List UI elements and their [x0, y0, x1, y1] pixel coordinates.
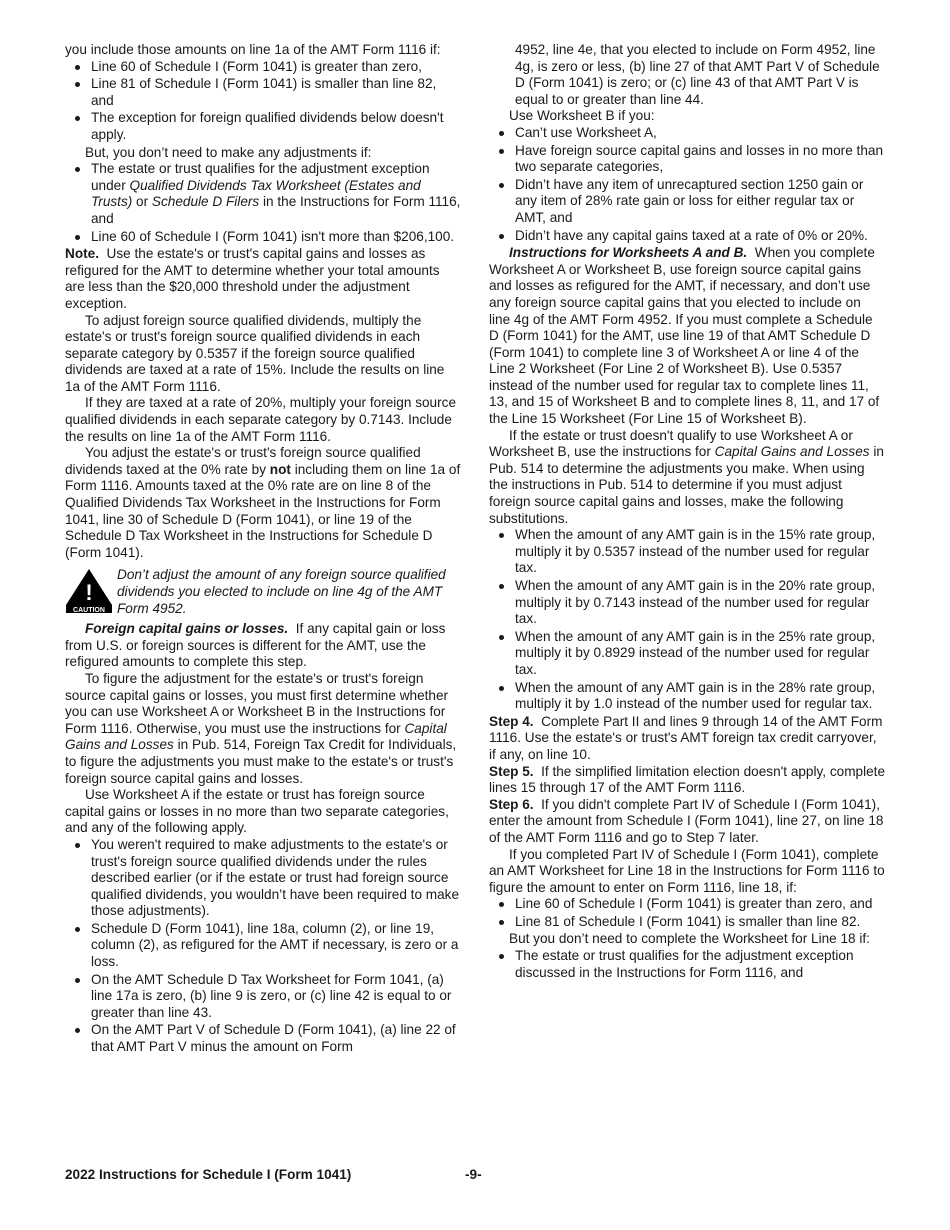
text-run: If any capital gain or loss from U.S. or foreign sources is different for the AMT, use the refigured amounts to complete this step.: [65, 621, 446, 670]
note-paragraph: [65, 246, 461, 312]
list-item: Can’t use Worksheet A,: [489, 125, 885, 142]
text-run: in the Instructions for Form 1116, and: [91, 194, 461, 226]
left-column: [65, 42, 461, 1057]
paragraph: 4952, line 4e, that you elected to include on Form 4952, line 4g, is zero or less, (b) line 27 of that AMT Part V of Schedule D (Form 1041) is zero; or (c) line 43 of that AMT Part V is equal to or greater than line 44.: [515, 42, 880, 107]
list-item: Have foreign source capital gains and losses in no more than two separate categories,: [489, 143, 885, 176]
list-item: The exception for foreign qualified dividends below doesn't apply.: [65, 110, 461, 143]
page-footer: [65, 1167, 885, 1187]
italic-reference: Capital Gains and Losses: [65, 720, 447, 753]
paragraph: If they are taxed at a rate of 20%, multiply your foreign source qualified dividends in each separate category by 0.7143. Include the results on line 1a of the AMT Form 1116.: [65, 395, 457, 444]
caution-text: Don’t adjust the amount of any foreign source qualified dividends you elected to include on line 4g of the AMT Form 4952.: [117, 567, 446, 616]
list-item: Line 60 of Schedule I (Form 1041) is greater than zero, and: [489, 896, 885, 913]
list-item: Line 60 of Schedule I (Form 1041) is greater than zero,: [65, 59, 461, 76]
list-item: Didn’t have any capital gains taxed at a rate of 0% or 20%.: [489, 228, 885, 245]
paragraph: [489, 428, 885, 528]
caution-icon: [65, 567, 113, 613]
footer-title: 2022 Instructions for Schedule I (Form 1041): [65, 1167, 352, 1182]
right-column: [489, 42, 885, 982]
paragraph: Use Worksheet A if the estate or trust has foreign source capital gains or losses in no more than two separate categories, and any of the following apply.: [65, 787, 449, 836]
text-run: The estate or trust qualifies for the adjustment exception under: [91, 161, 430, 193]
text-run: If the simplified limitation election doesn't apply, complete lines 15 through 17 of the AMT Form 1116.: [489, 763, 886, 796]
list-item: When the amount of any AMT gain is in the 28% rate group, multiply it by 1.0 instead of the number used for regular tax.: [489, 680, 885, 713]
bullet-list: [489, 896, 885, 930]
paragraph: But you don’t need to complete the Worksheet for Line 18 if:: [509, 931, 870, 947]
list-item: You weren't required to make adjustments to the estate's or trust's foreign source qualified dividends under the rules described earlier (or if the estate or trust had foreign source qualified dividends, you wouldn’t have been required to make those adjustments).: [65, 837, 461, 920]
bullet-list: [489, 527, 885, 713]
text-run: If the estate or trust doesn't qualify to use Worksheet A or Worksheet B, use the instructions for: [489, 427, 853, 460]
text-run: in Pub. 514, Foreign Tax Credit for Individuals, to figure the adjustments you must make to the estate's or trust's foreign source capital gains and losses.: [65, 737, 457, 786]
caution-label: CAUTION: [73, 607, 105, 614]
bullet-list: [65, 59, 461, 144]
italic-reference: Qualified Dividends Tax Worksheet (Estates and Trusts): [91, 177, 421, 210]
list-item: [65, 161, 461, 227]
paragraph: To adjust foreign source qualified dividends, multiply the estate's or trust's foreign source qualified dividends in each separate category by 0.5357 if the foreign source qualified dividends are taxed at a rate of 15%. Include the results on line 1a of the AMT Form 1116.: [65, 312, 445, 394]
bullet-list: [489, 125, 885, 244]
page-number: -9-: [465, 1167, 482, 1182]
section-heading: Instructions for Worksheets A and B.: [509, 245, 748, 261]
section-heading: Foreign capital gains or losses.: [85, 621, 289, 637]
paragraph: [489, 245, 885, 428]
step-label: Step 6.: [489, 796, 534, 812]
step-label: Step 5.: [489, 763, 534, 779]
paragraph: Use Worksheet B if you:: [509, 108, 655, 124]
list-item: Didn’t have any item of unrecaptured section 1250 gain or any item of 28% rate gain or loss for either regular tax or AMT, and: [489, 177, 885, 227]
list-item: When the amount of any AMT gain is in the 20% rate group, multiply it by 0.7143 instead of the number used for regular tax.: [489, 578, 885, 628]
italic-reference: Capital Gains and Losses: [714, 444, 870, 460]
step-label: Step 4.: [489, 713, 534, 729]
list-item: Line 81 of Schedule I (Form 1041) is smaller than line 82.: [489, 914, 885, 931]
step-paragraph: [489, 714, 885, 764]
step-paragraph: [489, 797, 885, 847]
bullet-list: [65, 837, 461, 1056]
text-run: including them on line 1a of Form 1116. Amounts taxed at the 0% rate are on line 8 of the Qualified Dividends Tax Worksheet in the Instructions for Form 1041, line 30 of Schedule D (Form 1041), or line 19 of the Schedule D Tax Worksheet in the Instructions for Schedule D (Form 1041).: [65, 461, 461, 560]
text-run: You adjust the estate's or trust's foreign source qualified dividends taxed at the 0% rate by: [65, 445, 421, 477]
text-run: Complete Part II and lines 9 through 14 of the AMT Form 1116. Use the estate's or trust's AMT foreign tax credit carryover, if any, on line 10.: [489, 713, 883, 762]
text-run: To figure the adjustment for the estate's or trust's foreign source capital gains or losses, you must first determine whether you can use Worksheet A or Worksheet B in the Instructions for Form 1116. Otherwise, you must use the instructions for: [65, 670, 449, 736]
paragraph: If you completed Part IV of Schedule I (Form 1041), complete an AMT Worksheet for Line 18 in the Instructions for Form 1116 to figure the amount to enter on Form 1116, line 18, if:: [489, 846, 885, 895]
paragraph: But, you don’t need to make any adjustments if:: [85, 144, 372, 160]
text-run: When you complete Worksheet A or Worksheet B, use foreign source capital gains and losses as refigured for the AMT, if necessary, and don’t use any foreign source capital gains that you elected to include on line 4g of the AMT Form 4952. If you must complete a Schedule D (Form 1041) for the AMT, use line 19 of that AMT Schedule D (Form 1041) to complete line 3 of Worksheet A or line 4 of the Line 2 Worksheet (For Line 2 of Worksheet B). Use 0.5357 instead of the number used for regular tax to complete lines 11, 13, and 15 of Worksheet B and to complete lines 8, 11, and 17 of the Line 15 Worksheet (For Line 15 of Worksheet B).: [489, 245, 880, 427]
bullet-list: [65, 161, 461, 245]
note-text: Use the estate's or trust's capital gains and losses as refigured for the AMT to determine whether your total amounts are less than the $20,000 threshold under the adjustment exception.: [65, 246, 440, 311]
text-run: in Pub. 514 to determine the adjustments you make. When using the instructions in Pub. 514 to determine if you must adjust foreign source capital gains and losses, make the following substitutions.: [489, 444, 884, 526]
caution-box: [65, 567, 461, 617]
text-run: If you didn't complete Part IV of Schedule I (Form 1041), enter the amount from Schedule I (Form 1041), line 27, on line 18 of the AMT Form 1116 and go to Step 7 later.: [489, 796, 884, 845]
paragraph: you include those amounts on line 1a of the AMT Form 1116 if:: [65, 42, 441, 57]
paragraph: [65, 621, 461, 671]
list-item: When the amount of any AMT gain is in the 15% rate group, multiply it by 0.5357 instead of the number used for regular tax.: [489, 527, 885, 577]
text-run: or: [132, 194, 152, 210]
list-item: When the amount of any AMT gain is in the 25% rate group, multiply it by 0.8929 instead of the number used for regular tax.: [489, 629, 885, 679]
list-item: On the AMT Schedule D Tax Worksheet for Form 1041, (a) line 17a is zero, (b) line 9 is zero, or (c) line 42 is equal to or greater than line 43.: [65, 972, 461, 1022]
step-paragraph: [489, 764, 885, 797]
list-item: The estate or trust qualifies for the adjustment exception discussed in the Instructions for Form 1116, and: [489, 948, 885, 981]
note-label: Note.: [65, 246, 99, 262]
list-item: Schedule D (Form 1041), line 18a, column (2), or line 19, column (2), as refigured for the AMT if necessary, is zero or a loss.: [65, 921, 461, 971]
caution-mark: !: [85, 580, 93, 606]
list-item: Line 81 of Schedule I (Form 1041) is smaller than line 82, and: [65, 76, 461, 109]
bullet-list: [489, 948, 885, 981]
list-item: On the AMT Part V of Schedule D (Form 1041), (a) line 22 of that AMT Part V minus the amount on Form: [65, 1022, 461, 1055]
paragraph: [65, 671, 461, 787]
list-item: Line 60 of Schedule I (Form 1041) isn't more than $206,100.: [65, 229, 461, 246]
emphasis: not: [269, 461, 291, 477]
paragraph: [65, 445, 461, 561]
italic-reference: Schedule D Filers: [151, 194, 260, 210]
